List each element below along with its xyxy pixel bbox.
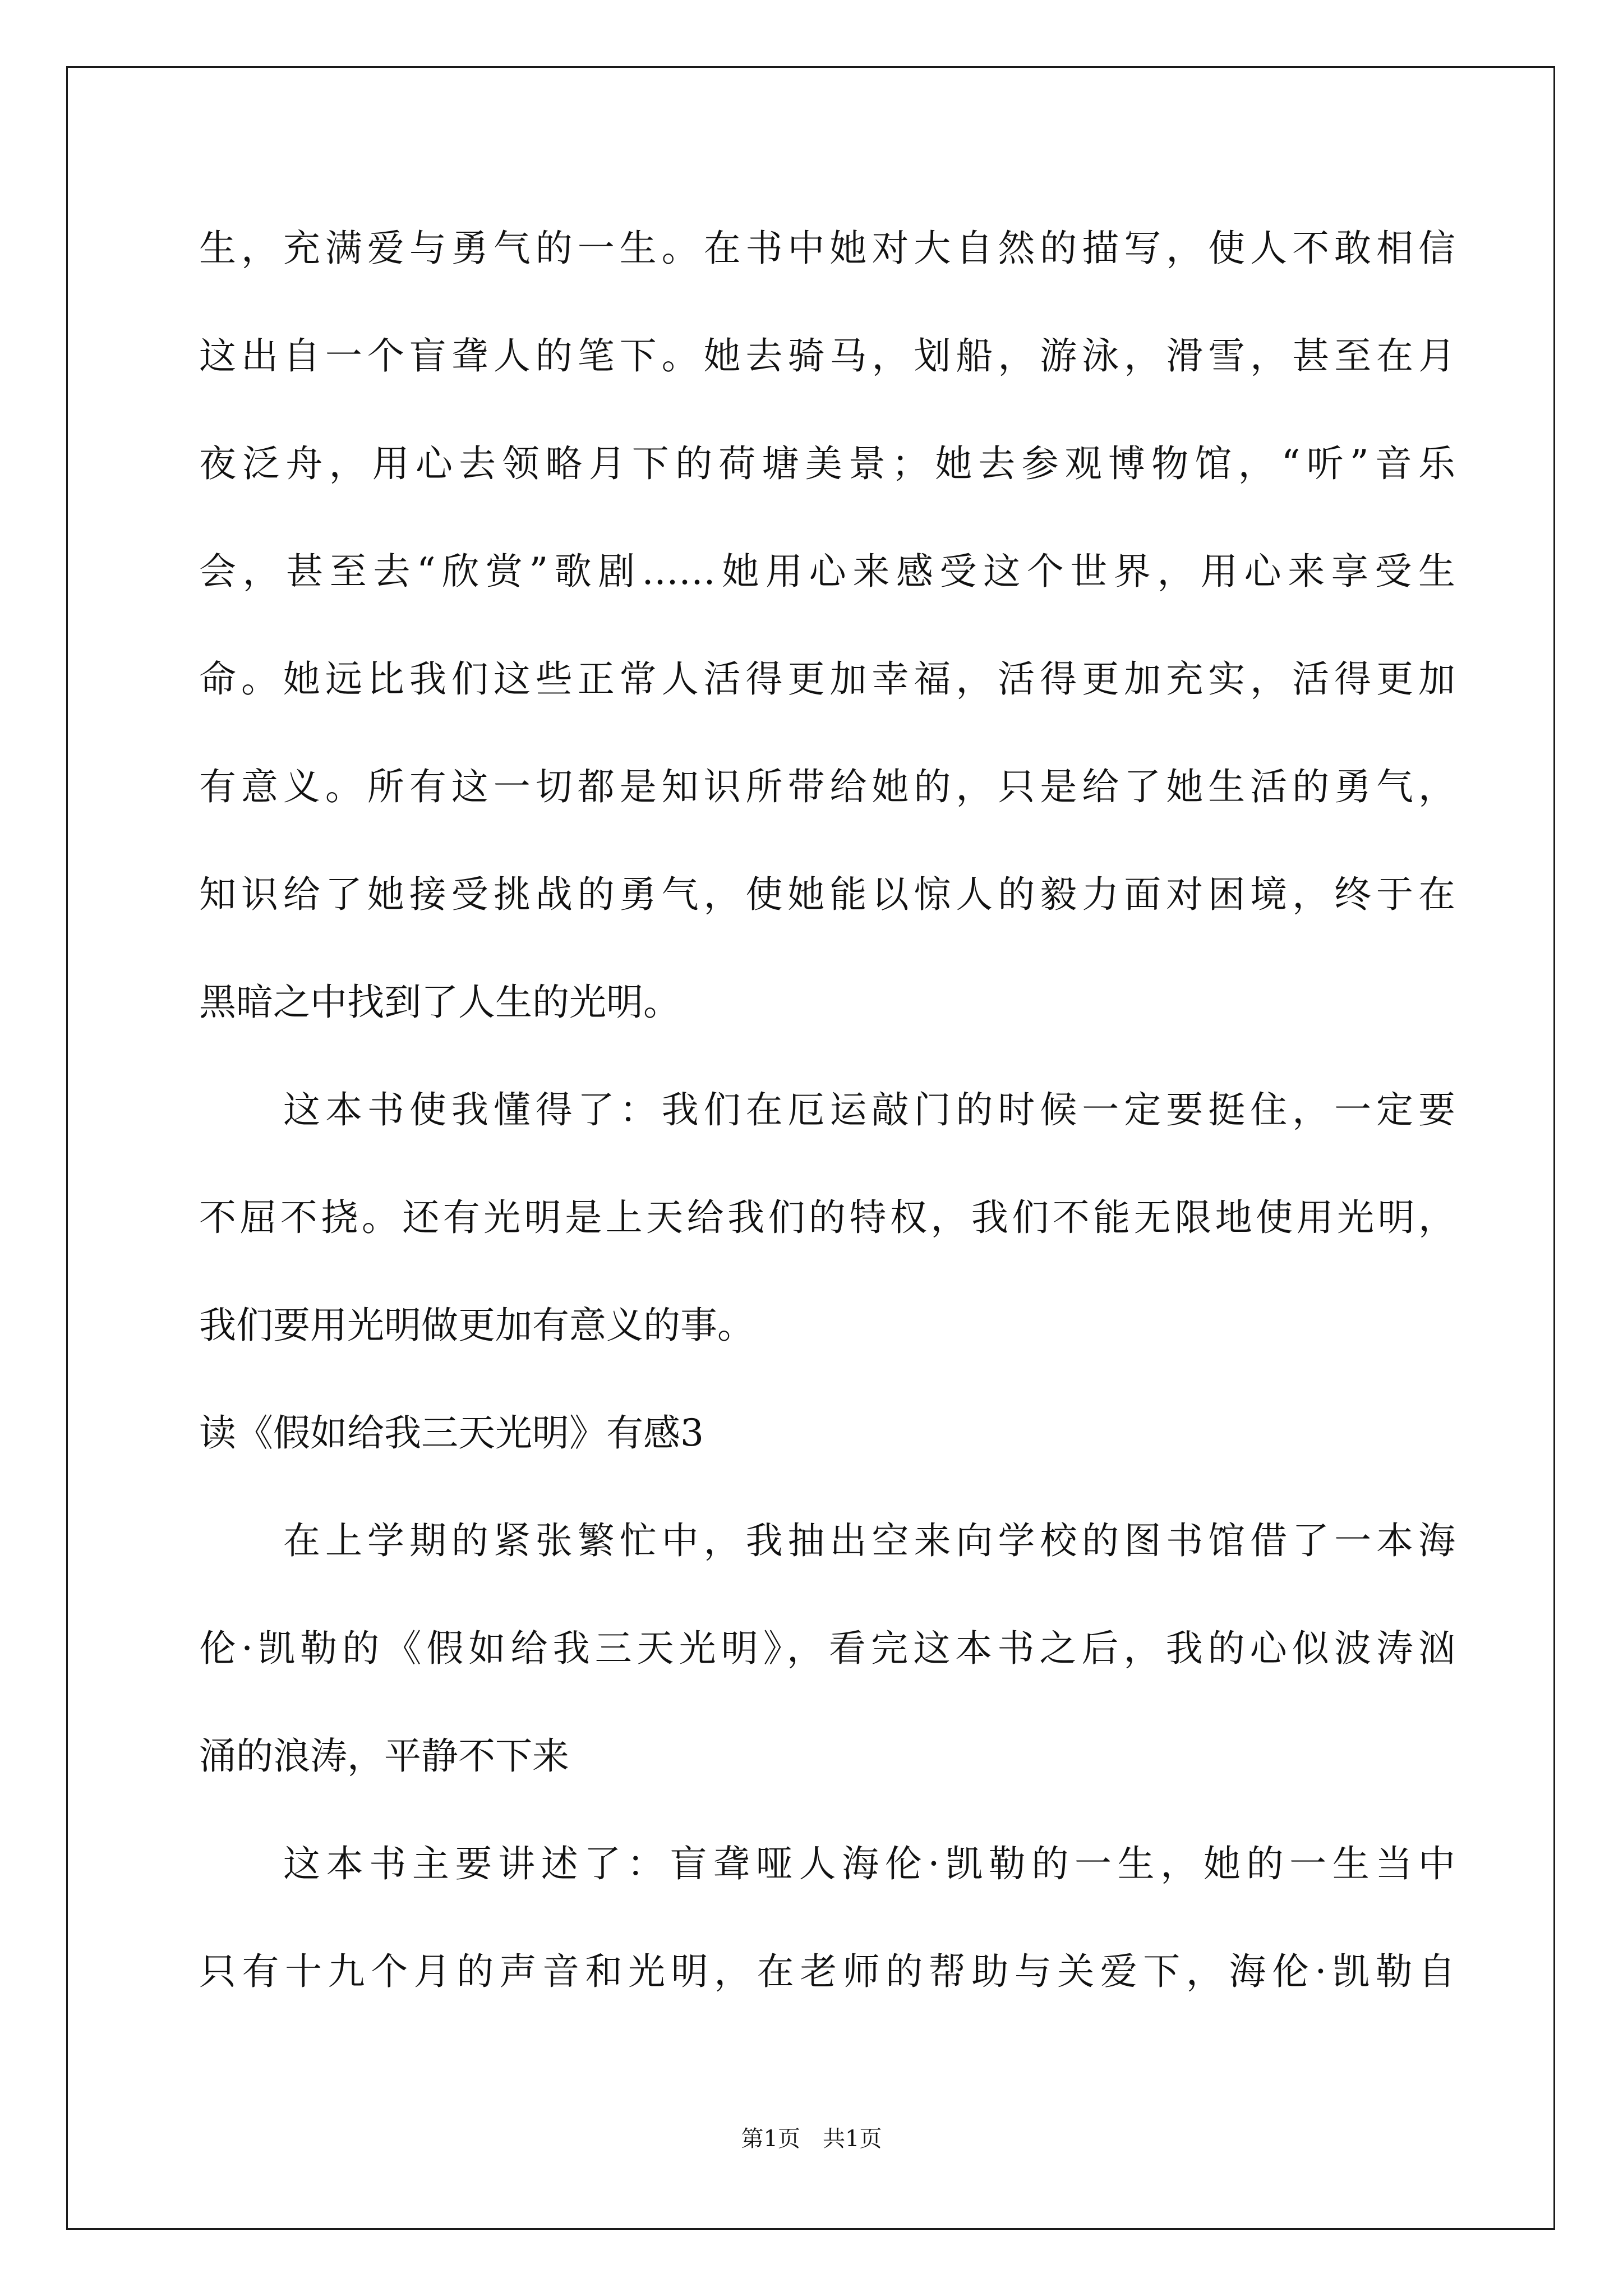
body-text-line: 伦·凯勒的《假如给我三天光明》，看完这本书之后，我的心似波涛汹 [199,1627,1455,1670]
paragraph-start-line: 在上学期的紧张繁忙中，我抽出空来向学校的图书馆借了一本海 [283,1519,1455,1562]
body-text-line: 不屈不挠。还有光明是上天给我们的特权，我们不能无限地使用光明， [199,1196,1455,1239]
body-text-line: 这出自一个盲聋人的笔下。她去骑马，划船，游泳，滑雪，甚至在月 [199,334,1455,378]
paragraph-start-line: 这本书使我懂得了：我们在厄运敲门的时候一定要挺住，一定要 [283,1088,1455,1131]
body-text-line: 涌的浪涛，平静不下来 [199,1734,569,1778]
body-text-line: 有意义。所有这一切都是知识所带给她的，只是给了她生活的勇气， [199,765,1455,808]
body-text-line: 命。她远比我们这些正常人活得更加幸福，活得更加充实，活得更加 [199,657,1455,701]
page-number-footer: 第1页 共1页 [741,2126,882,2152]
section-heading: 读《假如给我三天光明》有感3 [199,1411,704,1455]
paragraph-start-line: 这本书主要讲述了：盲聋哑人海伦·凯勒的一生，她的一生当中 [283,1842,1455,1885]
body-text-line: 我们要用光明做更加有意义的事。 [199,1304,754,1347]
body-text-line: 只有十九个月的声音和光明，在老师的帮助与关爱下，海伦·凯勒自 [199,1950,1455,1993]
body-text-line: 夜泛舟，用心去领略月下的荷塘美景；她去参观博物馆，“听”音乐 [199,442,1455,485]
body-text-line: 生，充满爱与勇气的一生。在书中她对大自然的描写，使人不敢相信 [199,227,1455,270]
page-border [66,66,1555,2230]
body-text-line: 会，甚至去“欣赏”歌剧……她用心来感受这个世界，用心来享受生 [199,550,1455,593]
body-text-line: 知识给了她接受挑战的勇气，使她能以惊人的毅力面对困境，终于在 [199,873,1455,916]
body-text-line: 黑暗之中找到了人生的光明。 [199,981,680,1024]
